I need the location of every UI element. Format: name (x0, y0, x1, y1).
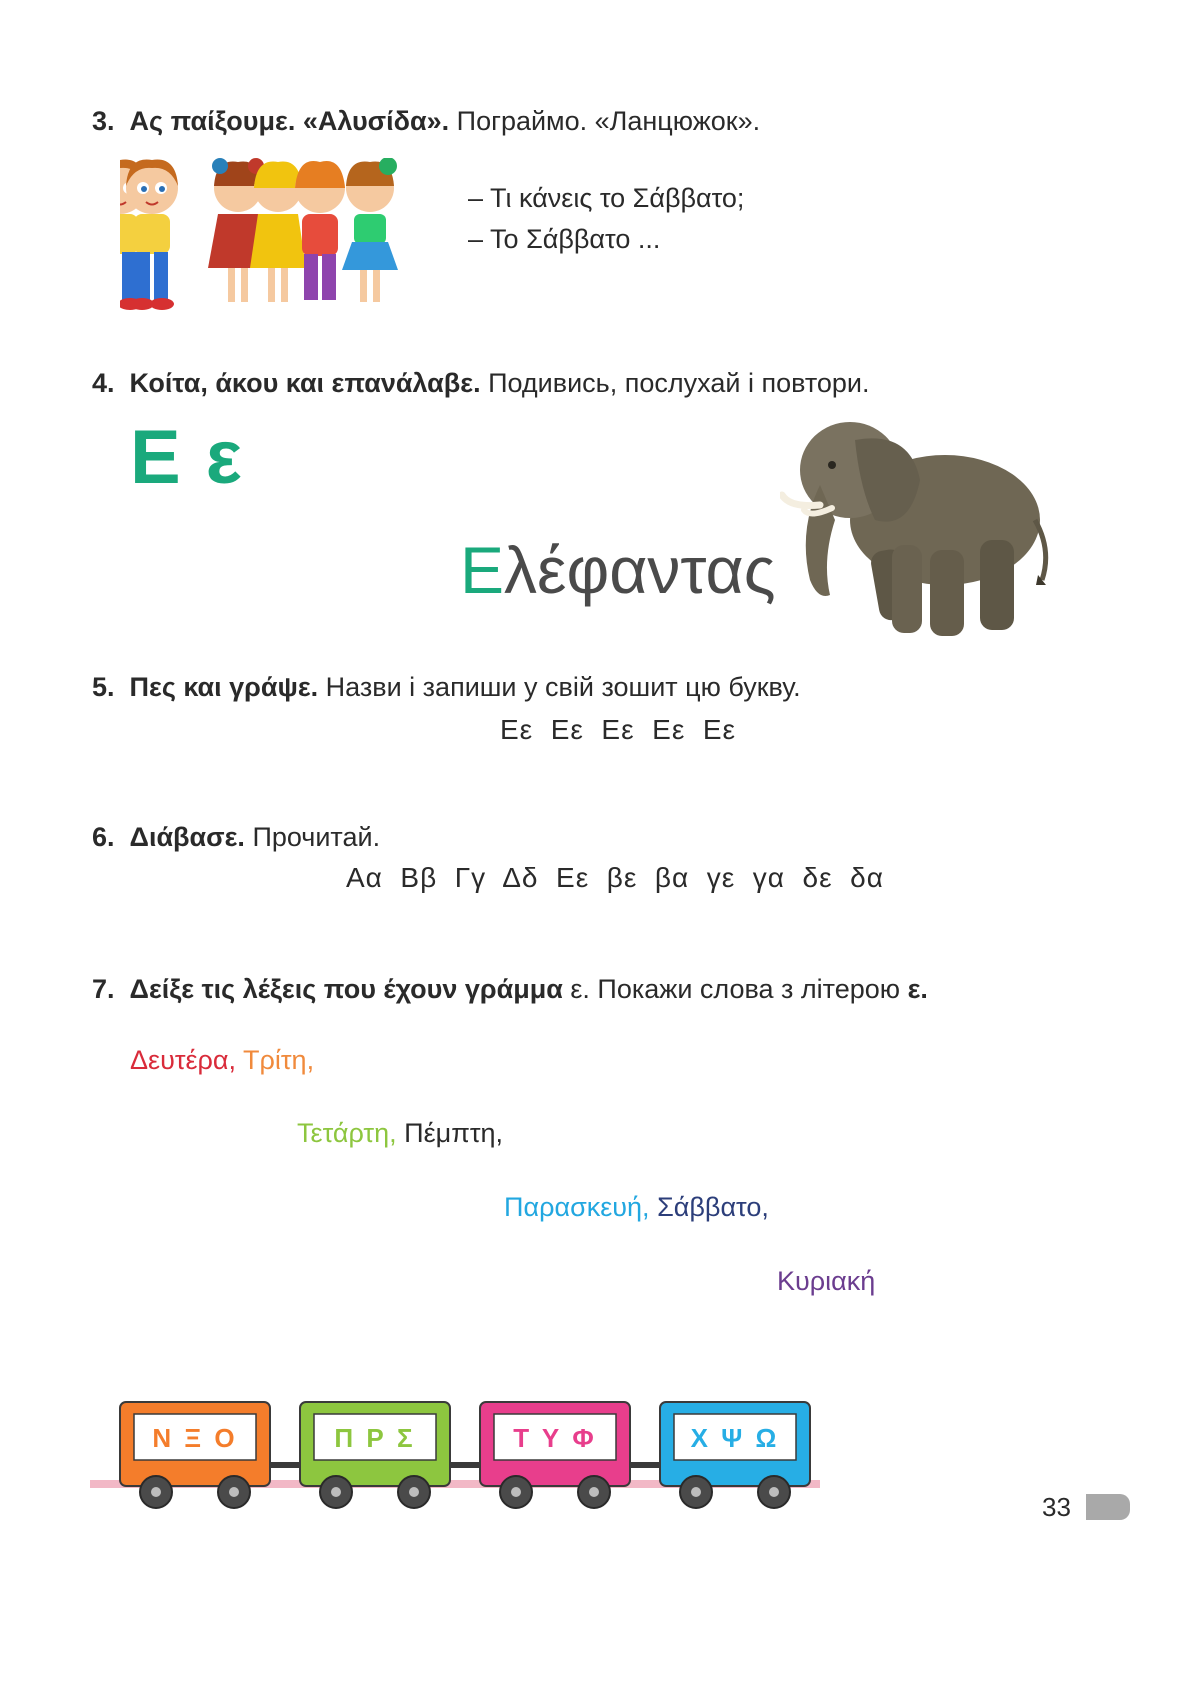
train-wagon (480, 1402, 630, 1508)
exercise-number: 6. (92, 822, 115, 852)
days-row-4 (777, 1266, 875, 1297)
page-tab (1086, 1494, 1130, 1520)
days-row-3 (504, 1192, 769, 1223)
exercise-number: 3. (92, 106, 115, 136)
children-illustration (120, 158, 430, 323)
train-wagon (300, 1402, 450, 1508)
elephant-illustration (780, 410, 1050, 650)
exercise-number: 7. (92, 974, 115, 1004)
day-thursday: Πέμπτη, (404, 1118, 504, 1148)
wheel-hub (409, 1487, 419, 1497)
wheel-hub (151, 1487, 161, 1497)
day-friday: Παρασκευή, (504, 1192, 650, 1222)
exercise-translation: Прочитай. (252, 822, 381, 852)
reading-line: Αα Ββ Γγ Δδ Εε βε βα γε γα δε δα (346, 862, 884, 893)
exercise-6-heading (92, 820, 380, 854)
letter-display: Ε ε (130, 415, 244, 500)
exercise-title: Ας παίξουμε. «Αλυσίδα». (129, 106, 450, 136)
day-wednesday: Τετάρτη, (297, 1118, 397, 1148)
exercise-title: Διάβασε. (129, 822, 245, 852)
wheel-hub (229, 1487, 239, 1497)
wheel-hub (331, 1487, 341, 1497)
wheel-hub (691, 1487, 701, 1497)
train-illustration (90, 1400, 830, 1520)
days-row-1 (130, 1045, 314, 1076)
wagon-label: Χ Ψ Ω (690, 1423, 780, 1453)
wheel-hub (511, 1487, 521, 1497)
dialog-line-1: – Τι κάνεις το Σάββατο; (468, 183, 745, 213)
word-rest: λέφαντας (504, 533, 776, 607)
wagon-coupler (450, 1462, 480, 1468)
wagon-label: Τ Υ Φ (513, 1423, 597, 1453)
wheel-hub (769, 1487, 779, 1497)
exercise-title-letter: ε. (570, 974, 590, 1004)
exercise-title: Πες και γράψε. (129, 672, 319, 702)
wagon-coupler (270, 1462, 300, 1468)
exercise-title: Δείξε τις λέξεις που έχουν γράμμα (129, 974, 563, 1004)
page-number-block (1042, 1492, 1071, 1523)
exercise-translation: Подивись, послухай і повтори. (488, 368, 870, 398)
word-elephant (460, 532, 776, 608)
day-monday: Δευτέρα, (130, 1045, 237, 1075)
exercise-5-heading (92, 670, 801, 704)
exercise-translation: Покажи слова з літерою (597, 974, 901, 1004)
wagon-coupler (630, 1462, 660, 1468)
exercise-translation-letter: ε. (907, 974, 928, 1004)
page-number: 33 (1042, 1492, 1071, 1522)
wagon-label: Π Ρ Σ (334, 1423, 416, 1453)
exercise-translation: Назви і запиши у свій зошит цю букву. (325, 672, 801, 702)
day-saturday: Σάββατο, (657, 1192, 769, 1222)
wagon-label: Ν Ξ Ο (152, 1423, 238, 1453)
exercise-7-heading (92, 972, 928, 1006)
exercise-translation: Пограймо. «Ланцюжок». (456, 106, 761, 136)
days-row-2 (297, 1118, 503, 1149)
train-wagon (660, 1402, 810, 1508)
exercise-4-heading (92, 366, 870, 400)
day-tuesday: Τρίτη, (243, 1045, 315, 1075)
exercise-3-heading (92, 104, 760, 138)
exercise-number: 5. (92, 672, 115, 702)
dialog-line-2: – Το Σάββατο ... (468, 224, 661, 254)
wheel-hub (589, 1487, 599, 1497)
exercise-number: 4. (92, 368, 115, 398)
word-first-letter: Ε (460, 533, 505, 607)
dialog (468, 178, 744, 260)
day-sunday: Κυριακή (777, 1266, 876, 1296)
exercise-title: Κοίτα, άκου και επανάλαβε. (129, 368, 481, 398)
train-wagon (120, 1402, 270, 1508)
practice-line: Εε Εε Εε Εε Εε (500, 714, 737, 745)
